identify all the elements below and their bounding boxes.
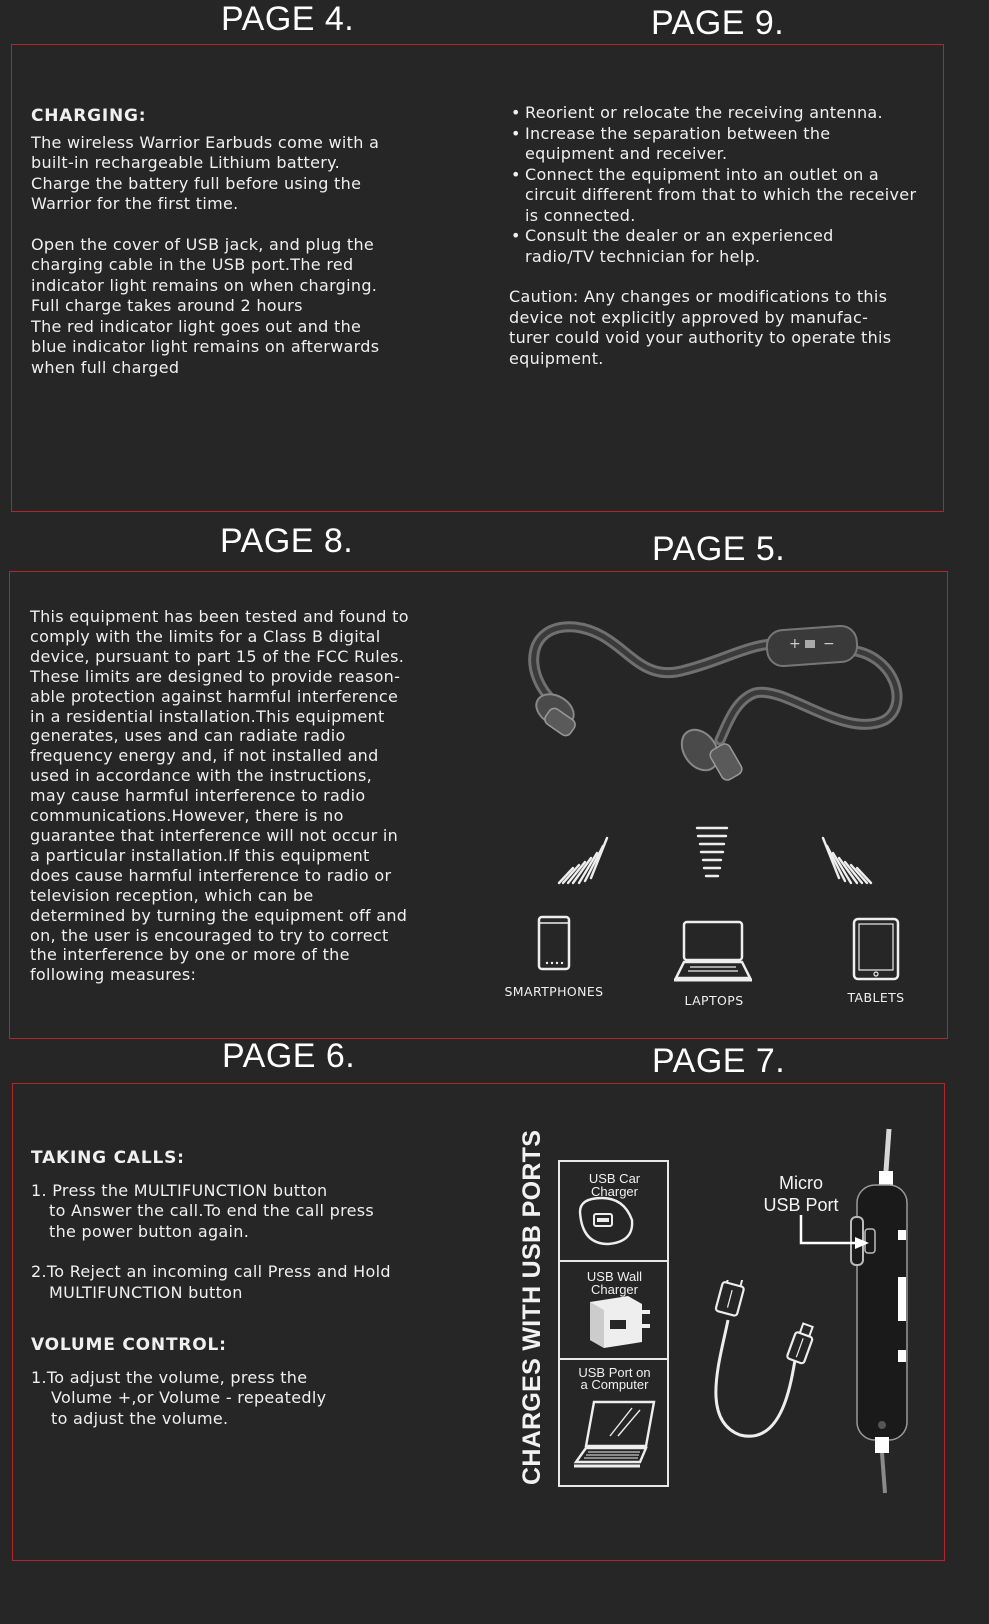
- charging-line: when full charged: [31, 357, 180, 377]
- tablets-label: TABLETS: [847, 990, 905, 1005]
- volume-control-heading: VOLUME CONTROL:: [31, 1335, 227, 1355]
- fcc-line: does cause harmful interference to radio or: [30, 865, 392, 885]
- fcc-line: on, the user is encouraged to try to correct: [30, 925, 389, 945]
- smartphones-label: SMARTPHONES: [504, 984, 604, 999]
- usb-cable-icon: [700, 1280, 830, 1450]
- list-item: • Increase the separation between the equipment and receiver.: [509, 124, 865, 165]
- left-earbud: [531, 688, 580, 738]
- inline-remote: [766, 625, 858, 667]
- fcc-line: following measures:: [30, 965, 197, 985]
- fcc-line: used in accordance with the instructions,: [30, 766, 373, 786]
- fcc-line: may cause harmful interference to radio: [30, 786, 366, 806]
- charging-line: The wireless Warrior Earbuds come with a: [31, 132, 380, 152]
- charging-line: built-in rechargeable Lithium battery.: [31, 153, 340, 172]
- page-8-content: [30, 607, 470, 985]
- earbud-band: [534, 627, 780, 703]
- charging-heading: CHARGING:: [31, 106, 147, 126]
- page-4-content: [31, 106, 461, 378]
- usb-ports-panel: [558, 1160, 669, 1487]
- calls-line: 2.To Reject an incoming call Press and Hold: [31, 1262, 391, 1281]
- calls-line: to Answer the call.To end the call press: [49, 1201, 375, 1220]
- caution-line: turer could void your authority to operate this: [509, 328, 892, 347]
- earbud-remote-illustration: [845, 1125, 915, 1495]
- page-6-title: PAGE 6.: [222, 1037, 356, 1075]
- wireless-signal-icon: [555, 828, 610, 886]
- charging-line: The red indicator light goes out and the: [31, 316, 362, 336]
- taking-calls-heading: TAKING CALLS:: [31, 1148, 185, 1168]
- volume-line: 1.To adjust the volume, press the: [31, 1367, 308, 1387]
- fcc-line: television reception, which can be: [30, 885, 314, 905]
- fcc-line: able protection against harmful interference: [30, 686, 399, 706]
- fcc-line: in a residential installation.This equipment: [30, 706, 385, 726]
- tablet-icon: [852, 917, 900, 981]
- list-item: • Consult the dealer or an experienced radio/TV technician for help.: [509, 226, 870, 267]
- page-5-title: PAGE 5.: [652, 530, 786, 568]
- earbuds-illustration: [515, 615, 915, 795]
- page-9-title: PAGE 9.: [651, 4, 785, 42]
- volume-line: to adjust the volume.: [51, 1408, 229, 1428]
- usb-port-computer-label-1: USB Port on: [578, 1365, 651, 1380]
- charges-with-usb-ports-title: CHARGES WITH USB PORTS: [518, 1129, 546, 1485]
- page-6-content: [31, 1148, 461, 1429]
- caution-line: equipment.: [509, 348, 604, 368]
- calls-line: MULTIFUNCTION button: [49, 1282, 243, 1302]
- fcc-line: device, pursuant to part 15 of the FCC Rules.: [30, 646, 405, 666]
- fcc-line: This equipment has been tested and found to: [30, 607, 409, 626]
- arrow-icon: [795, 1213, 875, 1253]
- fcc-measures-list: [509, 103, 929, 267]
- micro-label-line: Micro: [779, 1173, 823, 1193]
- charging-line: indicator light remains on when charging.: [31, 275, 378, 295]
- list-item: • Reorient or relocate the receiving antenna.: [509, 103, 929, 124]
- charging-line: blue indicator light remains on afterwards: [31, 337, 380, 356]
- micro-label-line: USB Port: [763, 1195, 839, 1215]
- wireless-signal-icon: [820, 828, 875, 886]
- usb-wall-charger-label: USB Wall Charger: [586, 1269, 643, 1297]
- caution-line: Caution: Any changes or modifications to this: [509, 287, 888, 306]
- charging-line: Warrior for the first time.: [31, 194, 239, 213]
- car-charger-icon: [574, 1190, 640, 1250]
- fcc-line: generates, uses and can radiate radio: [30, 726, 346, 746]
- fcc-line: the interference by one or more of the: [30, 945, 350, 965]
- right-earbud: [674, 723, 744, 782]
- usb-car-charger-label: USB Car Charger: [588, 1171, 641, 1199]
- charging-line: Open the cover of USB jack, and plug the: [31, 234, 375, 254]
- fcc-line: guarantee that interference will not occur in: [30, 825, 399, 845]
- caution-line: device not explicitly approved by manufac-: [509, 307, 869, 327]
- fcc-line: communications.However, there is no: [30, 806, 344, 826]
- page-4-title: PAGE 4.: [221, 0, 355, 38]
- volume-line: Volume +,or Volume - repeatedly: [51, 1388, 327, 1407]
- svg-text:+: +: [789, 636, 801, 652]
- charging-line: charging cable in the USB port.The red: [31, 255, 354, 274]
- fcc-line: These limits are designed to provide reason-: [30, 666, 401, 686]
- laptop-icon: [672, 920, 754, 986]
- fcc-line: comply with the limits for a Class B digital: [30, 626, 381, 646]
- laptops-label: LAPTOPS: [684, 993, 744, 1008]
- svg-text:−: −: [823, 636, 835, 652]
- calls-line: 1. Press the MULTIFUNCTION button: [31, 1180, 328, 1200]
- micro-usb-port-label: [755, 1172, 847, 1216]
- fcc-line: frequency energy and, if not installed and: [30, 746, 379, 766]
- fcc-line: a particular installation.If this equipment: [30, 845, 370, 865]
- wireless-signal-icon: [693, 825, 733, 883]
- smartphone-icon: [537, 915, 571, 971]
- charging-line: Charge the battery full before using the: [31, 173, 362, 193]
- computer-icon: [570, 1396, 658, 1480]
- page-7-title: PAGE 7.: [652, 1042, 786, 1080]
- usb-port-computer-label-2: a Computer: [580, 1377, 649, 1392]
- page-9-content: [509, 103, 929, 369]
- charging-line: Full charge takes around 2 hours: [31, 296, 303, 315]
- list-item: • Connect the equipment into an outlet on a circuit different from that to which the receiver is connected.: [509, 165, 925, 227]
- calls-line: the power button again.: [49, 1221, 250, 1241]
- fcc-line: determined by turning the equipment off and: [30, 905, 408, 925]
- page-8-title: PAGE 8.: [220, 522, 354, 560]
- wall-charger-icon: [582, 1288, 652, 1350]
